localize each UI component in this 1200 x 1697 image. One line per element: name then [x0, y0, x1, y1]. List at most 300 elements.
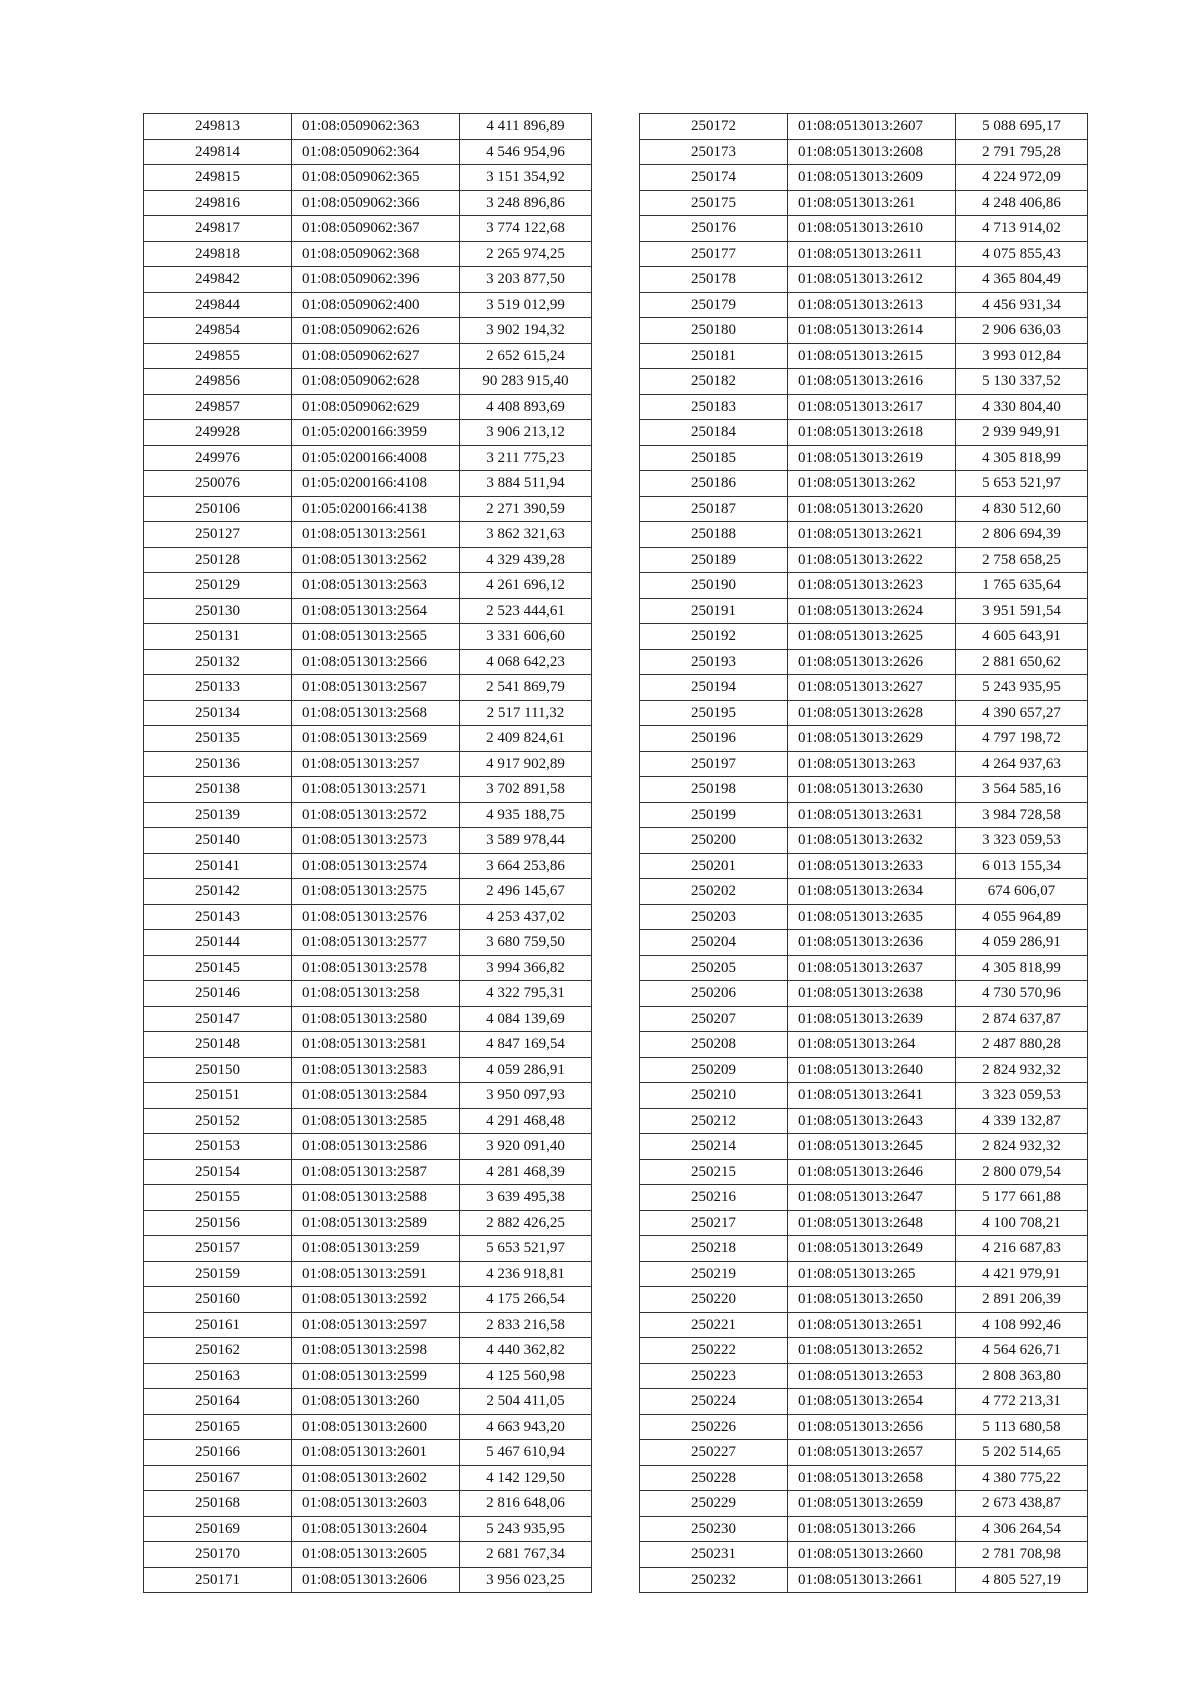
cadastral-value-cell: 3 323 059,53	[956, 828, 1088, 854]
cadastral-number-cell: 01:08:0513013:2619	[788, 445, 956, 471]
table-row	[144, 114, 592, 140]
cadastral-number-cell: 01:08:0513013:2605	[292, 1542, 460, 1568]
cadastral-value-cell: 3 984 728,58	[956, 802, 1088, 828]
record-number-cell: 250148	[144, 1032, 292, 1058]
cadastral-number-cell: 01:08:0509062:368	[292, 241, 460, 267]
left-table-body	[144, 114, 592, 1593]
record-number-cell: 250164	[144, 1389, 292, 1415]
table-row	[144, 777, 592, 803]
cadastral-number-cell: 01:08:0513013:2616	[788, 369, 956, 395]
record-number-cell: 250171	[144, 1567, 292, 1593]
cadastral-value-cell: 5 243 935,95	[956, 675, 1088, 701]
record-number-cell: 250161	[144, 1312, 292, 1338]
cadastral-number-cell: 01:08:0513013:2641	[788, 1083, 956, 1109]
cadastral-value-cell: 3 702 891,58	[460, 777, 592, 803]
table-row	[640, 1032, 1088, 1058]
table-row	[640, 675, 1088, 701]
record-number-cell: 250156	[144, 1210, 292, 1236]
cadastral-value-cell: 2 265 974,25	[460, 241, 592, 267]
cadastral-value-cell: 2 816 648,06	[460, 1491, 592, 1517]
record-number-cell: 250076	[144, 471, 292, 497]
cadastral-value-cell: 3 950 097,93	[460, 1083, 592, 1109]
record-number-cell: 250165	[144, 1414, 292, 1440]
record-number-cell: 250181	[640, 343, 788, 369]
cadastral-value-cell: 3 323 059,53	[956, 1083, 1088, 1109]
record-number-cell: 250179	[640, 292, 788, 318]
table-row	[144, 1312, 592, 1338]
record-number-cell: 249814	[144, 139, 292, 165]
cadastral-value-cell: 4 236 918,81	[460, 1261, 592, 1287]
cadastral-number-cell: 01:08:0513013:2624	[788, 598, 956, 624]
cadastral-value-cell: 4 248 406,86	[956, 190, 1088, 216]
cadastral-number-cell: 01:08:0513013:2563	[292, 573, 460, 599]
record-number-cell: 250217	[640, 1210, 788, 1236]
table-row	[640, 471, 1088, 497]
record-number-cell: 250162	[144, 1338, 292, 1364]
cadastral-value-cell: 4 100 708,21	[956, 1210, 1088, 1236]
cadastral-value-cell: 3 956 023,25	[460, 1567, 592, 1593]
cadastral-number-cell: 01:08:0513013:2600	[292, 1414, 460, 1440]
cadastral-value-cell: 3 519 012,99	[460, 292, 592, 318]
cadastral-number-cell: 01:08:0513013:2646	[788, 1159, 956, 1185]
cadastral-value-cell: 3 248 896,86	[460, 190, 592, 216]
cadastral-value-cell: 4 305 818,99	[956, 955, 1088, 981]
table-row	[144, 420, 592, 446]
cadastral-number-cell: 01:08:0513013:257	[292, 751, 460, 777]
record-number-cell: 249815	[144, 165, 292, 191]
cadastral-value-cell: 4 055 964,89	[956, 904, 1088, 930]
cadastral-value-cell: 3 203 877,50	[460, 267, 592, 293]
cadastral-number-cell: 01:08:0509062:396	[292, 267, 460, 293]
cadastral-number-cell: 01:08:0513013:262	[788, 471, 956, 497]
cadastral-value-cell: 4 408 893,69	[460, 394, 592, 420]
cadastral-number-cell: 01:08:0513013:2577	[292, 930, 460, 956]
cadastral-value-cell: 4 305 818,99	[956, 445, 1088, 471]
record-number-cell: 250219	[640, 1261, 788, 1287]
table-row	[144, 1006, 592, 1032]
table-row	[640, 267, 1088, 293]
cadastral-number-cell: 01:08:0513013:264	[788, 1032, 956, 1058]
cadastral-value-cell: 3 920 091,40	[460, 1134, 592, 1160]
table-row	[640, 1567, 1088, 1593]
record-number-cell: 250214	[640, 1134, 788, 1160]
cadastral-value-cell: 4 546 954,96	[460, 139, 592, 165]
table-row	[640, 1363, 1088, 1389]
cadastral-number-cell: 01:08:0513013:2574	[292, 853, 460, 879]
table-row	[640, 165, 1088, 191]
cadastral-number-cell: 01:08:0513013:2650	[788, 1287, 956, 1313]
table-row	[640, 1338, 1088, 1364]
cadastral-number-cell: 01:08:0513013:2643	[788, 1108, 956, 1134]
cadastral-number-cell: 01:08:0513013:2617	[788, 394, 956, 420]
record-number-cell: 250168	[144, 1491, 292, 1517]
cadastral-number-cell: 01:08:0513013:2638	[788, 981, 956, 1007]
cadastral-value-cell: 2 808 363,80	[956, 1363, 1088, 1389]
cadastral-number-cell: 01:08:0509062:628	[292, 369, 460, 395]
table-row	[640, 573, 1088, 599]
record-number-cell: 250203	[640, 904, 788, 930]
cadastral-number-cell: 01:08:0513013:2633	[788, 853, 956, 879]
record-number-cell: 250153	[144, 1134, 292, 1160]
cadastral-value-cell: 3 884 511,94	[460, 471, 592, 497]
table-row	[144, 547, 592, 573]
cadastral-value-cell: 2 824 932,32	[956, 1134, 1088, 1160]
cadastral-number-cell: 01:08:0513013:2660	[788, 1542, 956, 1568]
cadastral-value-cell: 4 175 266,54	[460, 1287, 592, 1313]
cadastral-number-cell: 01:08:0513013:2578	[292, 955, 460, 981]
record-number-cell: 250197	[640, 751, 788, 777]
cadastral-value-cell: 3 951 591,54	[956, 598, 1088, 624]
cadastral-value-cell: 2 523 444,61	[460, 598, 592, 624]
record-number-cell: 250139	[144, 802, 292, 828]
cadastral-number-cell: 01:08:0513013:2597	[292, 1312, 460, 1338]
record-number-cell: 250184	[640, 420, 788, 446]
cadastral-number-cell: 01:08:0513013:2569	[292, 726, 460, 752]
record-number-cell: 250232	[640, 1567, 788, 1593]
cadastral-number-cell: 01:08:0513013:2636	[788, 930, 956, 956]
table-row	[144, 1032, 592, 1058]
record-number-cell: 250146	[144, 981, 292, 1007]
table-row	[640, 369, 1088, 395]
cadastral-number-cell: 01:08:0513013:2561	[292, 522, 460, 548]
record-number-cell: 250131	[144, 624, 292, 650]
table-row	[640, 139, 1088, 165]
record-number-cell: 250147	[144, 1006, 292, 1032]
cadastral-value-cell: 4 084 139,69	[460, 1006, 592, 1032]
table-row	[144, 904, 592, 930]
cadastral-number-cell: 01:08:0513013:2653	[788, 1363, 956, 1389]
cadastral-number-cell: 01:08:0513013:2634	[788, 879, 956, 905]
cadastral-number-cell: 01:08:0513013:2635	[788, 904, 956, 930]
cadastral-value-cell: 4 730 570,96	[956, 981, 1088, 1007]
record-number-cell: 250189	[640, 547, 788, 573]
record-number-cell: 250231	[640, 1542, 788, 1568]
table-row	[640, 292, 1088, 318]
record-number-cell: 249817	[144, 216, 292, 242]
record-number-cell: 250150	[144, 1057, 292, 1083]
cadastral-number-cell: 01:08:0509062:367	[292, 216, 460, 242]
cadastral-number-cell: 01:08:0513013:2613	[788, 292, 956, 318]
cadastral-number-cell: 01:08:0513013:2584	[292, 1083, 460, 1109]
cadastral-number-cell: 01:08:0513013:2592	[292, 1287, 460, 1313]
table-row	[640, 343, 1088, 369]
cadastral-value-cell: 2 652 615,24	[460, 343, 592, 369]
cadastral-number-cell: 01:08:0513013:258	[292, 981, 460, 1007]
cadastral-number-cell: 01:08:0513013:2576	[292, 904, 460, 930]
cadastral-value-cell: 90 283 915,40	[460, 369, 592, 395]
table-row	[144, 1567, 592, 1593]
table-row	[144, 1159, 592, 1185]
record-number-cell: 250212	[640, 1108, 788, 1134]
cadastral-value-cell: 4 456 931,34	[956, 292, 1088, 318]
record-number-cell: 249844	[144, 292, 292, 318]
cadastral-number-cell: 01:08:0509062:627	[292, 343, 460, 369]
cadastral-value-cell: 5 467 610,94	[460, 1440, 592, 1466]
record-number-cell: 250190	[640, 573, 788, 599]
table-row	[640, 1287, 1088, 1313]
cadastral-value-cell: 4 605 643,91	[956, 624, 1088, 650]
cadastral-value-cell: 4 421 979,91	[956, 1261, 1088, 1287]
record-number-cell: 250218	[640, 1236, 788, 1262]
record-number-cell: 250145	[144, 955, 292, 981]
cadastral-value-cell: 5 653 521,97	[460, 1236, 592, 1262]
table-row	[640, 1516, 1088, 1542]
cadastral-value-cell: 2 758 658,25	[956, 547, 1088, 573]
record-number-cell: 250178	[640, 267, 788, 293]
cadastral-value-cell: 2 409 824,61	[460, 726, 592, 752]
cadastral-value-cell: 2 939 949,91	[956, 420, 1088, 446]
cadastral-value-cell: 4 830 512,60	[956, 496, 1088, 522]
table-row	[144, 445, 592, 471]
cadastral-number-cell: 01:08:0513013:2598	[292, 1338, 460, 1364]
record-number-cell: 249813	[144, 114, 292, 140]
cadastral-value-cell: 2 800 079,54	[956, 1159, 1088, 1185]
cadastral-value-cell: 5 202 514,65	[956, 1440, 1088, 1466]
table-row	[640, 1261, 1088, 1287]
cadastral-number-cell: 01:08:0513013:2659	[788, 1491, 956, 1517]
cadastral-value-cell: 3 902 194,32	[460, 318, 592, 344]
table-row	[144, 1491, 592, 1517]
record-number-cell: 250167	[144, 1465, 292, 1491]
record-number-cell: 250129	[144, 573, 292, 599]
cadastral-value-cell: 2 673 438,87	[956, 1491, 1088, 1517]
record-number-cell: 250180	[640, 318, 788, 344]
cadastral-number-cell: 01:08:0513013:2628	[788, 700, 956, 726]
cadastral-value-cell: 2 806 694,39	[956, 522, 1088, 548]
table-row	[144, 802, 592, 828]
cadastral-value-cell: 2 881 650,62	[956, 649, 1088, 675]
cadastral-value-cell: 2 541 869,79	[460, 675, 592, 701]
cadastral-number-cell: 01:08:0513013:2571	[292, 777, 460, 803]
table-row	[144, 1465, 592, 1491]
table-row	[144, 471, 592, 497]
cadastral-value-cell: 5 243 935,95	[460, 1516, 592, 1542]
cadastral-value-cell: 4 059 286,91	[956, 930, 1088, 956]
table-row	[144, 1210, 592, 1236]
cadastral-value-cell: 3 664 253,86	[460, 853, 592, 879]
record-number-cell: 250191	[640, 598, 788, 624]
cadastral-value-cell: 4 365 804,49	[956, 267, 1088, 293]
table-row	[144, 1516, 592, 1542]
table-row	[144, 165, 592, 191]
table-row	[144, 139, 592, 165]
cadastral-number-cell: 01:08:0513013:2567	[292, 675, 460, 701]
cadastral-number-cell: 01:08:0513013:259	[292, 1236, 460, 1262]
table-row	[144, 675, 592, 701]
table-row	[640, 1414, 1088, 1440]
cadastral-number-cell: 01:08:0513013:2629	[788, 726, 956, 752]
table-row	[144, 267, 592, 293]
record-number-cell: 250138	[144, 777, 292, 803]
table-row	[640, 726, 1088, 752]
cadastral-number-cell: 01:08:0513013:2564	[292, 598, 460, 624]
record-number-cell: 250130	[144, 598, 292, 624]
cadastral-value-cell: 3 564 585,16	[956, 777, 1088, 803]
cadastral-value-cell: 2 517 111,32	[460, 700, 592, 726]
record-number-cell: 250177	[640, 241, 788, 267]
table-row	[144, 879, 592, 905]
table-row	[640, 930, 1088, 956]
table-row	[640, 1465, 1088, 1491]
record-number-cell: 250174	[640, 165, 788, 191]
cadastral-number-cell: 01:08:0509062:364	[292, 139, 460, 165]
cadastral-number-cell: 01:08:0513013:263	[788, 751, 956, 777]
cadastral-number-cell: 01:08:0513013:2618	[788, 420, 956, 446]
cadastral-number-cell: 01:08:0513013:2604	[292, 1516, 460, 1542]
record-number-cell: 250175	[640, 190, 788, 216]
cadastral-number-cell: 01:08:0513013:2599	[292, 1363, 460, 1389]
record-number-cell: 250202	[640, 879, 788, 905]
table-row	[144, 828, 592, 854]
record-number-cell: 250192	[640, 624, 788, 650]
table-row	[640, 496, 1088, 522]
record-number-cell: 250193	[640, 649, 788, 675]
table-row	[144, 1414, 592, 1440]
table-row	[144, 853, 592, 879]
table-row	[144, 1236, 592, 1262]
table-row	[144, 1389, 592, 1415]
record-number-cell: 250221	[640, 1312, 788, 1338]
table-row	[640, 1491, 1088, 1517]
cadastral-number-cell: 01:08:0513013:2661	[788, 1567, 956, 1593]
cadastral-value-cell: 4 068 642,23	[460, 649, 592, 675]
table-row	[640, 828, 1088, 854]
record-number-cell: 250228	[640, 1465, 788, 1491]
cadastral-number-cell: 01:08:0509062:363	[292, 114, 460, 140]
cadastral-number-cell: 01:08:0509062:365	[292, 165, 460, 191]
cadastral-number-cell: 01:08:0513013:2626	[788, 649, 956, 675]
table-row	[144, 624, 592, 650]
cadastral-value-cell: 4 390 657,27	[956, 700, 1088, 726]
cadastral-number-cell: 01:08:0513013:2627	[788, 675, 956, 701]
record-number-cell: 250224	[640, 1389, 788, 1415]
cadastral-number-cell: 01:05:0200166:4138	[292, 496, 460, 522]
cadastral-number-cell: 01:08:0513013:2637	[788, 955, 956, 981]
cadastral-value-cell: 5 113 680,58	[956, 1414, 1088, 1440]
table-row	[640, 1159, 1088, 1185]
table-row	[144, 190, 592, 216]
record-number-cell: 250199	[640, 802, 788, 828]
cadastral-number-cell: 01:08:0513013:2639	[788, 1006, 956, 1032]
cadastral-value-cell: 4 253 437,02	[460, 904, 592, 930]
record-number-cell: 250207	[640, 1006, 788, 1032]
table-row	[640, 1236, 1088, 1262]
record-number-cell: 250140	[144, 828, 292, 854]
record-number-cell: 250157	[144, 1236, 292, 1262]
cadastral-value-cell: 4 339 132,87	[956, 1108, 1088, 1134]
record-number-cell: 250223	[640, 1363, 788, 1389]
table-row	[144, 1363, 592, 1389]
record-number-cell: 250208	[640, 1032, 788, 1058]
table-row	[640, 649, 1088, 675]
cadastral-value-cell: 4 322 795,31	[460, 981, 592, 1007]
table-row	[640, 1057, 1088, 1083]
cadastral-number-cell: 01:08:0513013:2651	[788, 1312, 956, 1338]
table-row	[144, 343, 592, 369]
cadastral-number-cell: 01:08:0513013:2603	[292, 1491, 460, 1517]
cadastral-value-cell: 3 151 354,92	[460, 165, 592, 191]
cadastral-number-cell: 01:08:0513013:2657	[788, 1440, 956, 1466]
cadastral-number-cell: 01:08:0513013:2658	[788, 1465, 956, 1491]
cadastral-value-cell: 3 331 606,60	[460, 624, 592, 650]
right-table	[639, 113, 1088, 1593]
cadastral-number-cell: 01:08:0513013:2615	[788, 343, 956, 369]
record-number-cell: 250188	[640, 522, 788, 548]
table-row	[144, 649, 592, 675]
record-number-cell: 250205	[640, 955, 788, 981]
cadastral-value-cell: 4 264 937,63	[956, 751, 1088, 777]
table-row	[144, 292, 592, 318]
cadastral-number-cell: 01:08:0513013:2631	[788, 802, 956, 828]
cadastral-value-cell: 4 216 687,83	[956, 1236, 1088, 1262]
table-row	[144, 598, 592, 624]
record-number-cell: 250169	[144, 1516, 292, 1542]
record-number-cell: 250195	[640, 700, 788, 726]
table-row	[144, 955, 592, 981]
record-number-cell: 250196	[640, 726, 788, 752]
cadastral-number-cell: 01:08:0513013:2588	[292, 1185, 460, 1211]
cadastral-number-cell: 01:08:0513013:2630	[788, 777, 956, 803]
table-row	[640, 114, 1088, 140]
cadastral-number-cell: 01:08:0509062:400	[292, 292, 460, 318]
cadastral-number-cell: 01:08:0513013:2586	[292, 1134, 460, 1160]
cadastral-number-cell: 01:08:0513013:2622	[788, 547, 956, 573]
table-row	[640, 216, 1088, 242]
cadastral-value-cell: 4 125 560,98	[460, 1363, 592, 1389]
record-number-cell: 250127	[144, 522, 292, 548]
cadastral-value-cell: 4 261 696,12	[460, 573, 592, 599]
table-row	[640, 751, 1088, 777]
cadastral-number-cell: 01:08:0513013:2565	[292, 624, 460, 650]
record-number-cell: 250133	[144, 675, 292, 701]
cadastral-value-cell: 4 224 972,09	[956, 165, 1088, 191]
record-number-cell: 250134	[144, 700, 292, 726]
table-row	[144, 726, 592, 752]
cadastral-number-cell: 01:08:0513013:2621	[788, 522, 956, 548]
cadastral-value-cell: 4 329 439,28	[460, 547, 592, 573]
table-row	[640, 445, 1088, 471]
left-table	[143, 113, 592, 1593]
cadastral-value-cell: 4 805 527,19	[956, 1567, 1088, 1593]
cadastral-value-cell: 4 380 775,22	[956, 1465, 1088, 1491]
right-table-body	[640, 114, 1088, 1593]
table-row	[144, 522, 592, 548]
cadastral-number-cell: 01:08:0513013:2612	[788, 267, 956, 293]
cadastral-value-cell: 4 935 188,75	[460, 802, 592, 828]
cadastral-number-cell: 01:08:0513013:2602	[292, 1465, 460, 1491]
cadastral-value-cell: 4 075 855,43	[956, 241, 1088, 267]
table-row	[640, 318, 1088, 344]
record-number-cell: 250166	[144, 1440, 292, 1466]
cadastral-value-cell: 4 663 943,20	[460, 1414, 592, 1440]
cadastral-number-cell: 01:05:0200166:4008	[292, 445, 460, 471]
cadastral-number-cell: 01:08:0513013:2614	[788, 318, 956, 344]
cadastral-value-cell: 4 142 129,50	[460, 1465, 592, 1491]
record-number-cell: 249856	[144, 369, 292, 395]
record-number-cell: 250182	[640, 369, 788, 395]
record-number-cell: 250132	[144, 649, 292, 675]
cadastral-number-cell: 01:05:0200166:4108	[292, 471, 460, 497]
cadastral-value-cell: 3 589 978,44	[460, 828, 592, 854]
record-number-cell: 250230	[640, 1516, 788, 1542]
record-number-cell: 250170	[144, 1542, 292, 1568]
cadastral-value-cell: 4 797 198,72	[956, 726, 1088, 752]
record-number-cell: 250163	[144, 1363, 292, 1389]
record-number-cell: 250183	[640, 394, 788, 420]
cadastral-value-cell: 2 891 206,39	[956, 1287, 1088, 1313]
table-row	[144, 930, 592, 956]
table-row	[640, 1134, 1088, 1160]
